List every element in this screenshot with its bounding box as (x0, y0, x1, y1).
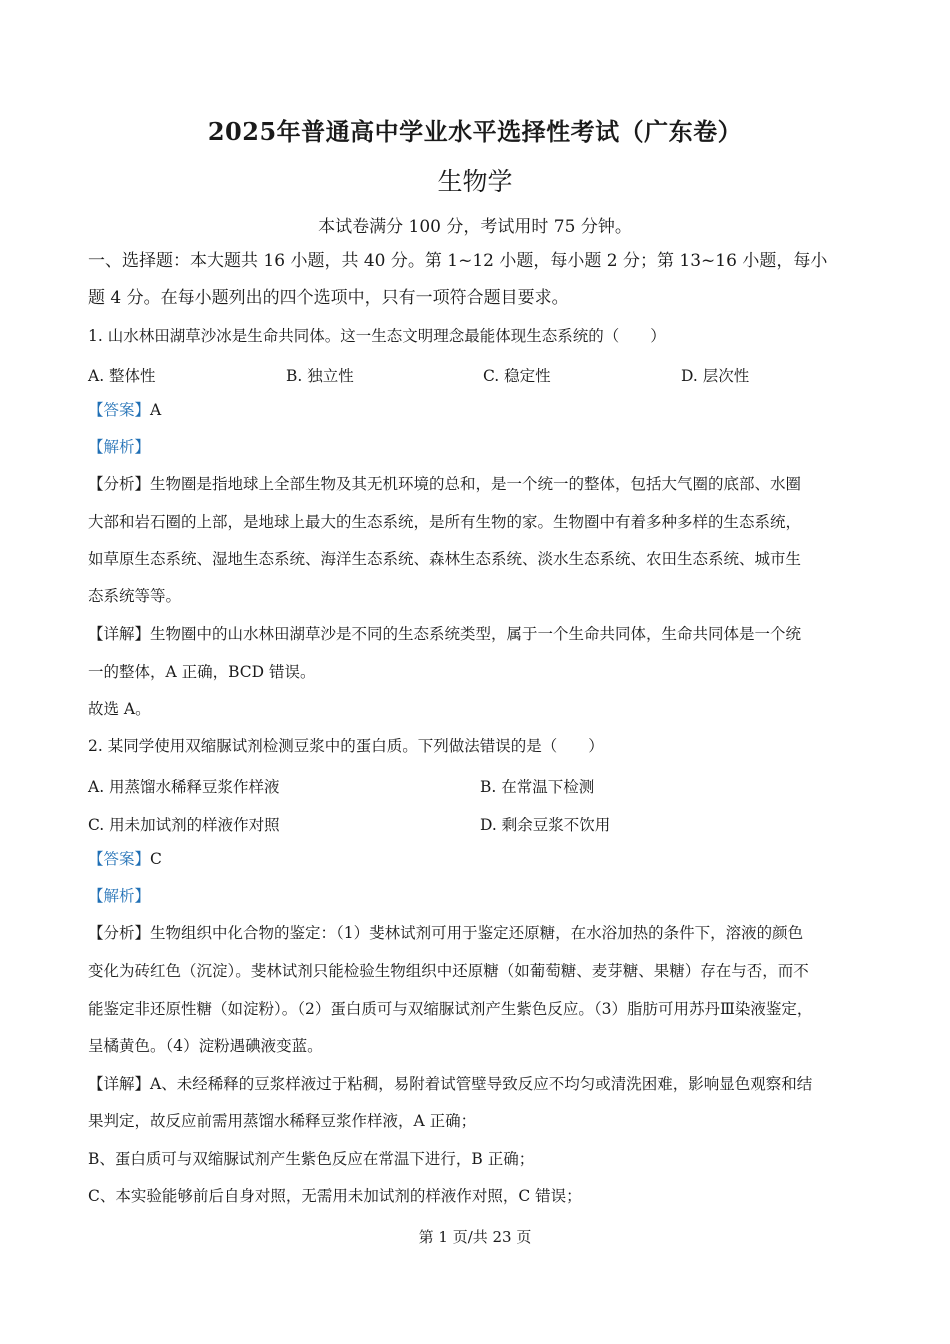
analysis-tag: 【解析】 (88, 887, 151, 905)
fenxi-text: 生物圈是指地球上全部生物及其无机环境的总和，是一个统一的整体，包括大气圈的底部、水圈 (150, 475, 802, 493)
q1-fenxi-line (88, 466, 868, 503)
q1-option-c: C. 稳定性 (483, 367, 551, 385)
q1-stem: 1. 山水林田湖草沙冰是生命共同体。这一生态文明理念最能体现生态系统的（ ） (88, 327, 666, 345)
page-footer: 第 1 页/共 23 页 (418, 1228, 532, 1246)
q1-option-b: B. 独立性 (286, 367, 354, 385)
q2-option-c: C. 用未加试剂的样液作对照 (88, 816, 280, 834)
exam-info: 本试卷满分 100 分，考试用时 75 分钟。 (318, 217, 632, 237)
q2-fenxi-line: 能鉴定非还原性糖（如淀粉）。（2）蛋白质可与双缩脲试剂产生紫色反应。（3）脂肪可用苏丹Ⅲ染液鉴定， (88, 1000, 813, 1018)
subject-title: 生物学 (437, 167, 513, 196)
answer-tag: 【答案】 (88, 850, 151, 868)
detail-tag: 【详解】 (88, 1075, 151, 1093)
q2-option-a: A. 用蒸馏水稀释豆浆作样液 (88, 778, 280, 796)
q1-option-d: D. 层次性 (681, 367, 750, 385)
q2-analysis-tag (88, 878, 868, 915)
detail-tag: 【详解】 (88, 625, 151, 643)
q2-option-b: B. 在常温下检测 (480, 778, 595, 796)
q2-answer (88, 841, 868, 878)
q2-detail-line: C、本实验能够前后自身对照，无需用未加试剂的样液作对照，C 错误； (88, 1187, 582, 1205)
q1-answer (88, 392, 868, 429)
section-heading-line2: 题 4 分。在每小题列出的四个选项中，只有一项符合题目要求。 (88, 288, 569, 308)
q1-option-a: A. 整体性 (88, 367, 156, 385)
exam-title: 2025年普通高中学业水平选择性考试（广东卷） (207, 117, 743, 146)
fenxi-tag: 【分析】 (88, 475, 151, 493)
q2-fenxi-line (88, 915, 868, 952)
q2-fenxi-line: 变化为砖红色（沉淀）。斐林试剂只能检验生物组织中还原糖（如葡萄糖、麦芽糖、果糖）存在与否，而不 (88, 962, 809, 980)
q1-fenxi-line: 态系统等等。 (88, 587, 182, 605)
q2-stem: 2. 某同学使用双缩脲试剂检测豆浆中的蛋白质。下列做法错误的是（ ） (88, 737, 604, 755)
analysis-tag: 【解析】 (88, 438, 151, 456)
q1-fenxi-line: 如草原生态系统、湿地生态系统、海洋生态系统、森林生态系统、淡水生态系统、农田生态系统、城市生 (88, 550, 802, 568)
q2-detail-line (88, 1066, 868, 1103)
q1-detail-line: 一的整体，A 正确，BCD 错误。 (88, 663, 316, 681)
q1-fenxi-line: 大部和岩石圈的上部，是地球上最大的生态系统，是所有生物的家。生物圈中有着多种多样的生态系统， (88, 513, 802, 531)
fenxi-text: 生物组织中化合物的鉴定：（1）斐林试剂可用于鉴定还原糖，在水浴加热的条件下，溶液的颜色 (150, 924, 804, 942)
fenxi-tag: 【分析】 (88, 924, 151, 942)
section-heading-line1: 一、选择题：本大题共 16 小题，共 40 分。第 1~12 小题，每小题 2 分；第 13~16 小题，每小 (88, 251, 828, 271)
q1-conclusion: 故选 A。 (88, 700, 151, 718)
answer-tag: 【答案】 (88, 401, 151, 419)
detail-text: 生物圈中的山水林田湖草沙是不同的生态系统类型，属于一个生命共同体，生命共同体是一个统 (150, 625, 802, 643)
detail-text: A、未经稀释的豆浆样液过于粘稠，易附着试管壁导致反应不均匀或清洗困难，影响显色观察和结 (150, 1075, 813, 1093)
q2-detail-line: B、蛋白质可与双缩脲试剂产生紫色反应在常温下进行，B 正确； (88, 1150, 535, 1168)
q1-analysis-tag (88, 429, 868, 466)
q1-detail-line (88, 616, 868, 653)
q2-detail-line: 果判定，故反应前需用蒸馏水稀释豆浆作样液，A 正确； (88, 1112, 477, 1130)
q2-option-d: D. 剩余豆浆不饮用 (480, 816, 611, 834)
q2-fenxi-line: 呈橘黄色。（4）淀粉遇碘液变蓝。 (88, 1037, 323, 1055)
answer-value: A (150, 401, 162, 419)
answer-value: C (150, 850, 162, 868)
